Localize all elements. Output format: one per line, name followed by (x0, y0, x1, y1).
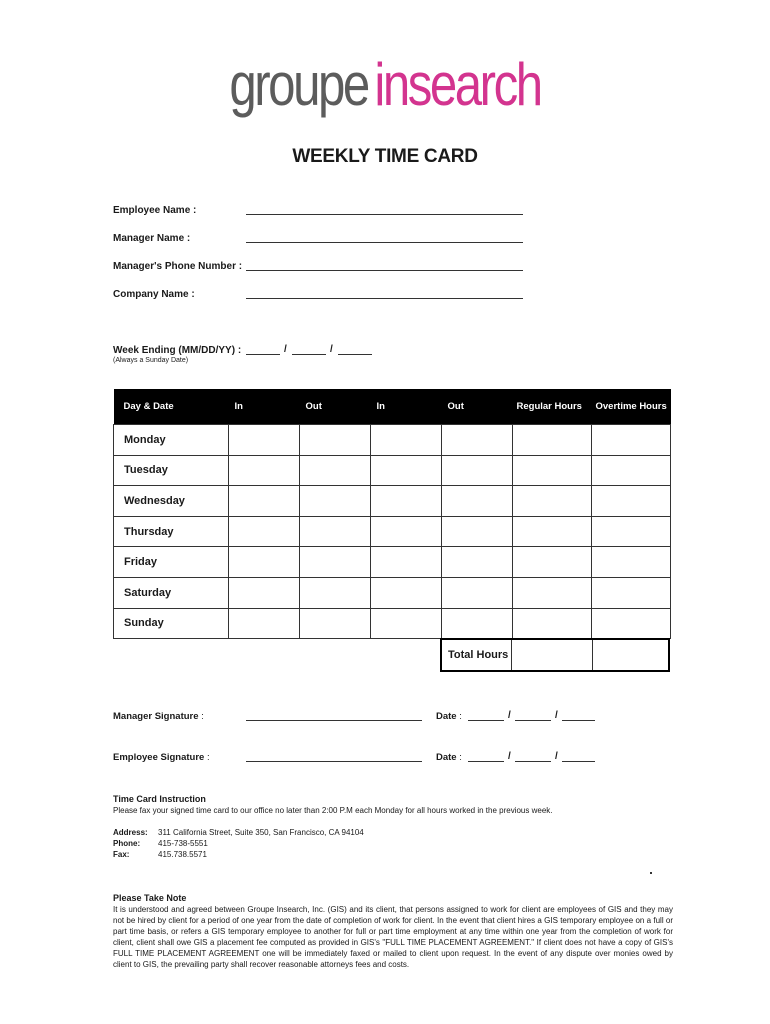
time-out-cell[interactable] (442, 486, 513, 517)
date-separator: / (508, 710, 511, 721)
employee-date-label-wrap (436, 752, 462, 763)
header-in: In (229, 389, 300, 425)
colon: : (459, 711, 462, 722)
header-day-date: Day & Date (114, 389, 229, 425)
company-logo (69, 50, 700, 120)
overtime-hours-cell[interactable] (592, 425, 671, 456)
header-overtime-hours: Overtime Hours (592, 389, 671, 425)
company-name-field[interactable] (246, 298, 523, 299)
table-row (114, 608, 671, 639)
time-out-cell[interactable] (442, 425, 513, 456)
header-regular-hours: Regular Hours (513, 389, 592, 425)
fax-value: 415.738.5571 (158, 850, 207, 859)
time-out-cell[interactable] (442, 577, 513, 608)
date-label: Date (436, 711, 457, 722)
manager-phone-field[interactable] (246, 270, 523, 271)
time-in-cell[interactable] (229, 608, 300, 639)
time-out-cell[interactable] (442, 455, 513, 486)
day-label: Sunday (114, 608, 229, 639)
regular-hours-cell[interactable] (513, 425, 592, 456)
table-row (114, 577, 671, 608)
overtime-hours-cell[interactable] (592, 486, 671, 517)
time-out-cell[interactable] (442, 547, 513, 578)
employee-signature-label: Employee Signature (113, 752, 205, 763)
day-label: Wednesday (114, 486, 229, 517)
day-label: Thursday (114, 516, 229, 547)
time-out-cell[interactable] (442, 608, 513, 639)
week-ending-day-field[interactable] (292, 354, 326, 355)
date-separator: / (284, 344, 287, 355)
colon: : (206, 752, 210, 763)
day-label: Saturday (114, 577, 229, 608)
manager-signature-field[interactable] (246, 720, 422, 721)
header-out: Out (300, 389, 371, 425)
manager-phone-label: Manager's Phone Number : (113, 261, 243, 272)
employee-name-label: Employee Name : (113, 205, 197, 216)
header-out: Out (442, 389, 513, 425)
colon: : (201, 711, 204, 722)
employee-name-field[interactable] (246, 214, 523, 215)
overtime-hours-cell[interactable] (592, 516, 671, 547)
date-label: Date (436, 752, 457, 763)
time-in-cell[interactable] (229, 425, 300, 456)
regular-hours-cell[interactable] (513, 608, 592, 639)
time-in-cell[interactable] (229, 577, 300, 608)
time-out-cell[interactable] (300, 608, 371, 639)
time-in-cell[interactable] (371, 486, 442, 517)
date-separator: / (330, 344, 333, 355)
overtime-hours-cell[interactable] (592, 577, 671, 608)
phone-value: 415-738-5551 (158, 839, 208, 848)
manager-signature-row (113, 711, 204, 722)
time-out-cell[interactable] (300, 486, 371, 517)
logo-word-insearch: insearch (374, 51, 541, 118)
time-in-cell[interactable] (371, 455, 442, 486)
note-title: Please Take Note (113, 893, 187, 903)
phone-label: Phone: (113, 839, 141, 848)
manager-date-year-field[interactable] (562, 720, 595, 721)
time-in-cell[interactable] (229, 455, 300, 486)
manager-signature-label: Manager Signature (113, 711, 199, 722)
time-out-cell[interactable] (442, 516, 513, 547)
page-title: WEEKLY TIME CARD (292, 146, 478, 167)
manager-name-label: Manager Name : (113, 233, 191, 244)
table-row (114, 516, 671, 547)
manager-date-day-field[interactable] (515, 720, 551, 721)
time-in-cell[interactable] (371, 516, 442, 547)
date-separator: / (555, 710, 558, 721)
table-row (114, 425, 671, 456)
employee-date-month-field[interactable] (468, 761, 504, 762)
address-value: 311 California Street, Suite 350, San Francisco, CA 94104 (158, 828, 364, 837)
week-ending-note: (Always a Sunday Date) (113, 357, 189, 364)
total-overtime-hours-cell[interactable] (592, 640, 668, 670)
time-in-cell[interactable] (371, 547, 442, 578)
instructions-text: Please fax your signed time card to our office no later than 2:00 P.M each Monday for all hours worked in the previous week. (113, 806, 553, 815)
regular-hours-cell[interactable] (513, 486, 592, 517)
time-card-table (113, 389, 671, 639)
time-out-cell[interactable] (300, 547, 371, 578)
time-in-cell[interactable] (229, 516, 300, 547)
date-separator: / (508, 751, 511, 762)
manager-date-label-wrap (436, 711, 462, 722)
regular-hours-cell[interactable] (513, 516, 592, 547)
manager-date-month-field[interactable] (468, 720, 504, 721)
instructions-title: Time Card Instruction (113, 794, 206, 804)
time-in-cell[interactable] (229, 486, 300, 517)
total-hours-label: Total Hours (442, 640, 512, 670)
time-in-cell[interactable] (371, 425, 442, 456)
company-name-label: Company Name : (113, 289, 195, 300)
day-label: Friday (114, 547, 229, 578)
regular-hours-cell[interactable] (513, 455, 592, 486)
time-out-cell[interactable] (300, 577, 371, 608)
overtime-hours-cell[interactable] (592, 608, 671, 639)
employee-date-day-field[interactable] (515, 761, 551, 762)
regular-hours-cell[interactable] (513, 577, 592, 608)
time-out-cell[interactable] (300, 455, 371, 486)
table-row (114, 547, 671, 578)
time-out-cell[interactable] (300, 425, 371, 456)
time-out-cell[interactable] (300, 516, 371, 547)
regular-hours-cell[interactable] (513, 547, 592, 578)
overtime-hours-cell[interactable] (592, 547, 671, 578)
employee-date-year-field[interactable] (562, 761, 595, 762)
fax-label: Fax: (113, 850, 130, 859)
manager-name-field[interactable] (246, 242, 523, 243)
time-in-cell[interactable] (371, 608, 442, 639)
overtime-hours-cell[interactable] (592, 455, 671, 486)
table-row (114, 455, 671, 486)
day-label: Monday (114, 425, 229, 456)
date-separator: / (555, 751, 558, 762)
employee-signature-row (113, 752, 210, 763)
colon: : (459, 752, 462, 763)
week-ending-year-field[interactable] (338, 354, 372, 355)
dot-mark (650, 872, 652, 874)
table-row (114, 486, 671, 517)
note-text: It is understood and agreed between Groupe Insearch, Inc. (GIS) and its client, that persons assigned to work for client are employees of GIS and they may not be hired by client for a period of one year from the date of completion of work for client. In the event that client hires a GIS temporary employee on a full or part time basis, or refers a GIS temporary employee to another for full or part time employment at any time within one year from the completion of work for client, client shall owe GIS a placement fee computed as provided in GIS's "FULL TIME PLACEMENT AGREEMENT." If client does not have a copy of GIS's FULL TIME PLACEMENT AGREEMENT one will be immediately faxed or mailed to client upon request. In the event of any dispute over monies owed by client to GIS, the prevailing party shall recover reasonable attorneys fees and costs. (113, 905, 673, 969)
employee-signature-field[interactable] (246, 761, 422, 762)
table-header-row (114, 389, 671, 425)
time-in-cell[interactable] (371, 577, 442, 608)
day-label: Tuesday (114, 455, 229, 486)
week-ending-label: Week Ending (MM/DD/YY) : (113, 345, 242, 356)
time-in-cell[interactable] (229, 547, 300, 578)
week-ending-month-field[interactable] (246, 354, 280, 355)
logo-word-groupe: groupe (229, 51, 368, 118)
header-in: In (371, 389, 442, 425)
address-label: Address: (113, 828, 148, 837)
total-regular-hours-cell[interactable] (512, 640, 593, 670)
total-hours-row (440, 638, 670, 672)
